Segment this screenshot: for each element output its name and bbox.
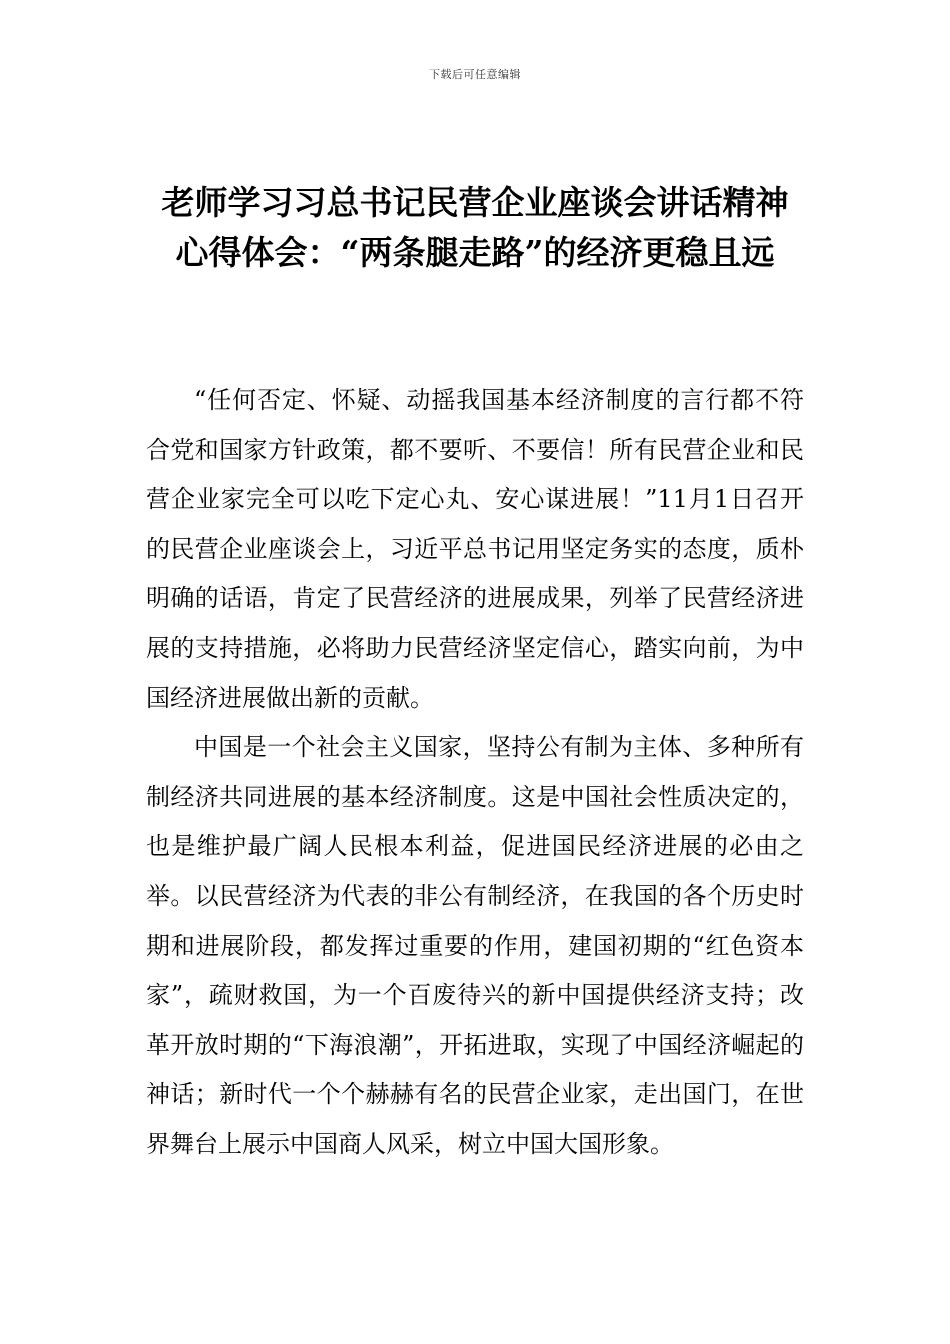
- document-title: 老师学习习总书记民营企业座谈会讲话精神心得体会：“两条腿走路”的经济更稳且远: [161, 183, 789, 272]
- paragraph-1: “任何否定、怀疑、动摇我国基本经济制度的言行都不符合党和国家方针政策，都不要听、不要信！所有民营企业和民营企业家完全可以吃下定心丸、安心谋进展！”11月1日召开的民营企业座谈会上，习近平总书记用坚定务实的态度，质朴明确的话语，肯定了民营经济的进展成果，列举了民营经济进展的支持措施，必将助力民营经济坚定信心，踏实向前，为中国经济进展做出新的贡献。: [146, 386, 804, 712]
- paragraph-2: 中国是一个社会主义国家，坚持公有制为主体、多种所有制经济共同进展的基本经济制度。这是中国社会性质决定的，也是维护最广阔人民根本利益，促进国民经济进展的必由之举。以民营经济为代表的非公有制经济，在我国的各个历史时期和进展阶段，都发挥过重要的作用，建国初期的“红色资本家”，疏财救国，为一个百废待兴的新中国提供经济支持；改革开放时期的“下海浪潮”，开拓进取，实现了中国经济崛起的神话；新时代一个个赫赫有名的民营企业家，走出国门，在世界舞台上展示中国商人风采，树立中国大国形象。: [146, 733, 804, 1158]
- document-body: [146, 376, 804, 1170]
- header-note: 下载后可任意编辑: [429, 68, 521, 81]
